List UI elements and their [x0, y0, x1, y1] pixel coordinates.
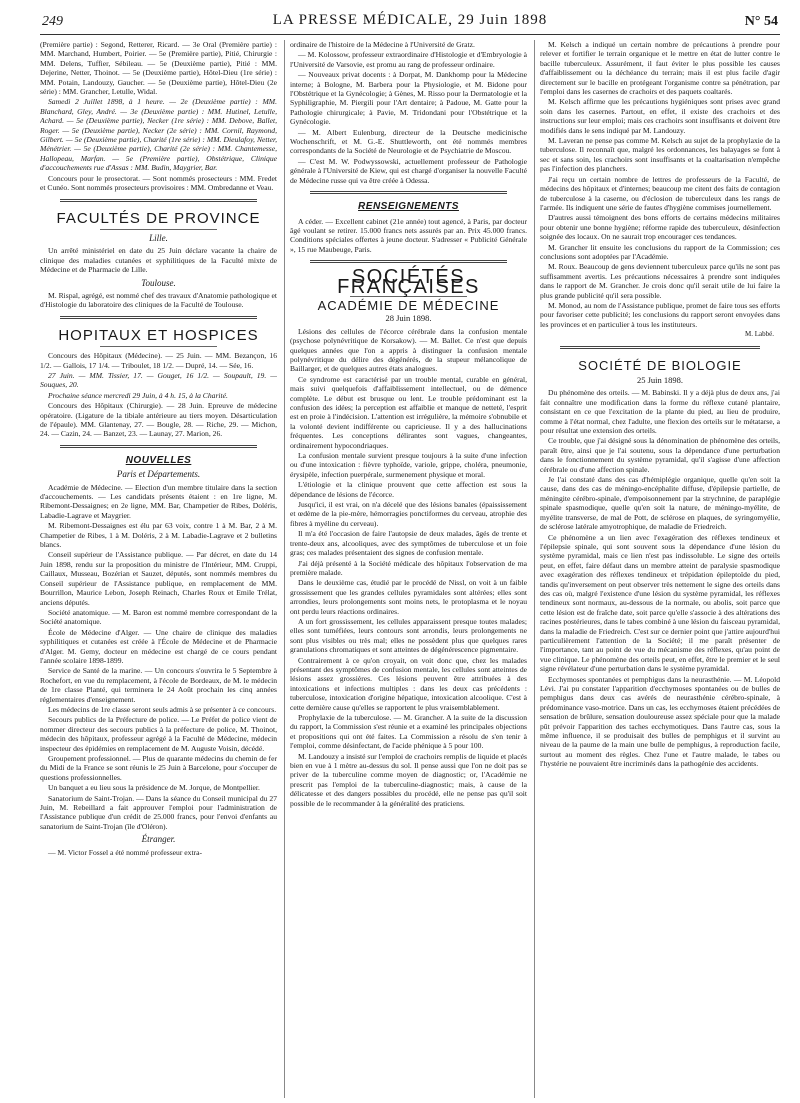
- divider: [100, 229, 217, 230]
- paragraph: Contrairement à ce qu'on croyait, on voit donc que, chez les malades présentant des symptômes de confusion mentale, les cellules sont atteintes de lésions assez grossières. Ces lésions peuvent être attribuées à des intoxications et infections multiples : dans les deux cas précédents : tuberculose, intoxication d'origine hépatique, intoxication alcoolique. C'est à cette dernière cause qu'elles se rapportent le plus vraisemblablement.: [290, 655, 527, 712]
- paragraph: M. Landouzy a insisté sur l'emploi de crachoirs remplis de liquide et placés bien en vue à 1 mètre au-dessus du sol. Il pense aussi que l'on ne doit pas se priver de la tuberculine comme moyen de diagnostic; or, l'Académie ne prescrit pas l'emploi de la tuberculine-diagnostic; mais, à cause de la délicatesse et des dangers possibles du procédé, elle ne pense pas qu'il soit possible de le recommander à la généralité des praticiens.: [290, 751, 527, 808]
- paragraph: A céder. — Excellent cabinet (21e année) tout agencé, à Paris, par docteur âgé voulant se retirer. 15.000 francs nets assurés par an. Prix 45.000 francs. Conditions spéciales offertes à jeune docteur. S'adresser « Publicité Générale », 15 rue Maubeuge, Paris.: [290, 216, 527, 254]
- paragraph: J'ai reçu un certain nombre de lettres de professeurs de la Faculté, de médecins des hôpitaux et d'internes; beaucoup me citent des faits de contagion de tuberculose à la caserne, ou d'éclosion de tuberculeux dans les rangs de l'armée. Ils indiquent une série de fautes d'hygiène commises journellement.: [540, 174, 780, 212]
- paragraph: Académie de Médecine. — Election d'un membre titulaire dans la section d'accouchements. — Les candidats présents étaient : en 1re ligne, M. Ribemont-Dessaignes; en 2e ligne, MM. Bar, Champetier de Ribes, Doléris, Labadie-Lagrave et Maygrier.: [40, 482, 277, 520]
- paragraph: A un fort grossissement, les cellules apparaissent presque toutes malades; elles sont tuméfiées, leurs contours sont arrondis, leurs prolongements ne sont plus visibles ou très mal; elles ne possèdent plus que quelques rares granulations chromatiques et sont atteintes de dégénérescence pigmentaire.: [290, 616, 527, 655]
- subhead-etranger: Étranger.: [141, 834, 176, 845]
- paragraph: La confusion mentale survient presque toujours à la suite d'une infection ou d'une intoxication : fièvre typhoïde, variole, grippe, choléra, pneumonie, érysipèle, infection puerpérale, surmenement physique et moral.: [290, 451, 527, 479]
- session-date: 25 Juin 1898.: [636, 375, 684, 385]
- paragraph: M. Ribemont-Dessaignes est élu par 63 voix, contre 1 à M. Bar, 2 à M. Champetier de Ribes, 1 à M. Doléris, 2 à M. Labadie-Lagrave et 2 bulletins blancs.: [40, 521, 277, 550]
- paragraph: Les médecins de 1re classe seront seuls admis à se présenter à ce concours.: [48, 704, 277, 714]
- divider: [100, 346, 217, 347]
- newspaper-page: [40, 8, 780, 1098]
- subsection-academie: ACADÉMIE DE MÉDECINE: [317, 297, 500, 313]
- paragraph: M. Monod, au nom de l'Assistance publique, promet de faire tous ses efforts pour favoriser cette publicité; les conclusions du rapport seront envoyées dans les provinces et en particulier à tous les instituteurs.: [540, 300, 780, 329]
- paragraph: Samedi 2 Juillet 1898, à 1 heure. — 2e (Deuxième partie) : MM. Blanchard, Gley, André. — 3e (Deuxième partie) : MM. Hutinel, Letulle, Achard. — 5e (Deuxième partie), Necker (1re série) : MM. Debove, Ballet, Roger. — 5e (Deuxième partie), Necker (2e série) : MM. Cornil, Raymond, Gilbert. — 5e (Deuxième partie), Charité (1re série) : MM. Dieulafoy, Netter, Ménétrier. — 5e (Deuxième partie), Charité (2e série) : MM. Chantemesse, Hallopeau, Marfan. — 5e (Première partie), Obstétrique, Clinique d'accouchements rue d'Assas : MM. Budin, Maygrier, Bar.: [40, 97, 277, 173]
- paragraph: M. Laveran ne pense pas comme M. Kelsch au sujet de la prophylaxie de la tuberculose. Il reconnaît que, malgré les ordonnances, les balayages se font à sec et sans soin, les crachoirs sont insuffisants et la coaltarisation n'empêche pas l'infection des planchers.: [540, 136, 780, 174]
- section-divider: [60, 445, 257, 448]
- section-divider: [60, 199, 257, 202]
- journal-title: LA PRESSE MÉDICALE, 29 Juin 1898: [272, 12, 548, 28]
- section-title-hopitaux: HOPITAUX ET HOSPICES: [58, 326, 259, 344]
- page-header: [40, 8, 780, 35]
- paragraph: (Première partie) : Segond, Retterer, Ricard. — 3e Oral (Première partie) : MM. Marchand, Humbert, Poirier. — 5e (Première partie), Pitié, Chirurgie : MM. Delens, Tuffier, Sébileau. — 5e (Deuxième partie), Pitié : MM. Dejerine, Netter, Thoinot. — 5e (Deuxième partie), Hôtel-Dieu (1re série) : MM. Potain, Landouzy, Gaucher. — 5e (Deuxième partie), Hôtel-Dieu (2e série) : MM. Grancher, Letulle, Widal.: [40, 40, 277, 97]
- paragraph: Conseil supérieur de l'Assistance publique. — Par décret, en date du 14 Juin 1898, rendu sur la proposition du ministre de l'Intérieur, MM. Cruppi, Caillaux, Musseau, Bozérian et Sauzet, députés, sont nommés membres du Conseil supérieur de l'Assistance publique, en remplacement de MM. Bourrillon, Maurice Lebon, Joseph Reinach, Charles Roux et Emile Trélat, anciens députés.: [40, 550, 277, 607]
- paragraph: J'ai déjà présenté à la Société médicale des hôpitaux l'observation de ma première malade.: [290, 558, 527, 577]
- paragraph: Ce syndrome est caractérisé par un trouble mental, curable en général, mais suivi quelquefois d'affaiblissement intellectuel, ou de démence complète. Le début est brusque ou lent. Le trouble prédominant est la confusion des idées; la perception est affaiblie et manque de netteté, l'esprit est en proie à l'indécision. L'attention est irrégulière, la mémoire s'obnubile et la volonté devient indifférente ou capricieuse. Il y a des hallucinations fréquentes. Les conceptions délirantes sont vagues, changeantes, ordinairement hypocondriaques.: [290, 374, 527, 450]
- section-divider: [560, 346, 760, 349]
- paragraph: Concours pour le prosectorat. — Sont nommés prosecteurs : MM. Fredet et Cunéo. Sont nommés prosecteurs provisoires : MM. Ombredanne et Veau.: [40, 173, 277, 193]
- section-title-renseignements: RENSEIGNEMENTS: [358, 201, 459, 213]
- issue-number: N° 54: [744, 14, 778, 29]
- paragraph: Ce phénomène a un lien avec l'exagération des réflexes tendineux et l'épilepsie spinale, qui sont souvent sous la dépendance d'une lésion du système pyramidal, mais ce lien n'est pas indissoluble. Le signe des orteils peut, en effet, faire défaut dans un membre atteint de paralysie spasmodique avec exagération des réflexes tendineux et trépidation épileptoïde du pied, tandis qu'inversement on peut observer très nettement le signe des orteils dans des cas où, malgré l'existence d'une lésion du système pyramidal, les réflexes tendineux sont normaux, au-dessous de la normale, ou abolis, soit parce que cette lésion est de fraîche date, soit parce qu'elle s'associe à des altérations des racines postérieures, dans le tabes combiné à une lésion du faisceau pyramidal, dans la maladie de Friedreich. C'est sur ce dernier point que j'attire aujourd'hui particulièrement l'attention de la Société; il me paraît présenter de l'importance, tant au point de vue du mécanisme des réflexes, qu'au point de vue clinique. Le phénomène des orteils peut, en effet, être le premier et le seul signe révélateur d'une perturbation dans le système pyramidal.: [540, 532, 780, 674]
- session-date: 28 Juin 1898.: [385, 313, 432, 324]
- section-title-societes: SOCIÉTÉS FRANÇAISES: [337, 266, 480, 298]
- column-divider: [534, 40, 535, 1098]
- paragraph: Concours des Hôpitaux (Chirurgie). — 28 Juin. Epreuve de médecine opératoire. (Ligature de la tibiale antérieure au tiers moyen. Désarticulation de l'épaule). MM. Glantenay, 27. — Bougle, 28. — Riche, 29. — Michon, 24. — Cazin, 24. — Banzet, 23. — Launay, 27. Marion, 26.: [40, 401, 277, 439]
- paragraph: Secours publics de la Préfecture de police. — Le Préfet de police vient de nommer directeur des secours publics à la préfecture de police, M. Thoinot, médecin des hôpitaux, professeur agrégé à la Faculté de Médecine, médecin inspecteur des épidémies en remplacement de M. Auguste Voisin, décédé.: [40, 715, 277, 753]
- subhead-paris: Paris et Départements.: [116, 469, 201, 480]
- section-title-biologie: SOCIÉTÉ DE BIOLOGIE: [578, 357, 742, 373]
- columns: [40, 40, 780, 1098]
- section-title-nouvelles: NOUVELLES: [125, 454, 192, 466]
- paragraph: Société anatomique. — M. Baron est nommé membre correspondant de la Société anatomique.: [40, 607, 277, 627]
- paragraph: Jusqu'ici, il est vrai, on n'a décelé que des lésions banales (épaississement et œdème de la pie-mère, hémorragies ponctiformes du cerveau, atrophie des fibres à myéline du cerveau).: [290, 500, 527, 528]
- paragraph: Service de Santé de la marine. — Un concours s'ouvrira le 5 Septembre à Rochefort, en vue du remplacement, à l'école de Bordeaux, de M. le médecin de 1re classe Planté, qui terminera le 24 Août prochain les cinq années réglementaires d'enseignement.: [40, 666, 277, 704]
- section-divider: [310, 191, 507, 194]
- section-divider: [60, 316, 257, 319]
- paragraph: Lésions des cellules de l'écorce cérébrale dans la confusion mentale (psychose polynévritique de Korsakow). — M. Ballet. Ce n'est que depuis quelques années que l'on a appris à distinguer la confusion mentale polynévritique du délire des dégénérés, de la stupeur mélancolique de Baillarger, et de quelques autres états analogues.: [290, 326, 527, 374]
- column-1: [40, 40, 277, 1098]
- paragraph: L'étiologie et la clinique prouvent que cette affection est sous la dépendance de lésions de l'écorce.: [290, 480, 527, 499]
- paragraph: D'autres aussi témoignent des bons efforts de certains médecins militaires pour obtenir une bonne hygiène; réforme rapide des tuberculeux, désinfection soignée des locaux. On ne saurait trop encourager ces tendances.: [540, 213, 780, 242]
- subhead-lille: Lille.: [149, 232, 168, 243]
- subhead-toulouse: Toulouse.: [141, 277, 176, 288]
- paragraph: Un banquet a eu lieu sous la présidence de M. Jorque, de Montpellier.: [48, 783, 260, 793]
- paragraph: M. Kelsch a indiqué un certain nombre de précautions à prendre pour relever et fortifier le terrain organique et le mettre en état de lutter contre le bacille tuberculeux. Assurément, il faut éviter le plus possible les causes d'affaiblissement ou la déchéance du terrain; mais il est plus facile d'agir directement sur le bacille en protégeant l'organisme contre sa pénétration, par l'emploi dans les casernes de crachoirs et des paquets coaltarés.: [540, 40, 780, 97]
- paragraph: Dans le deuxième cas, étudié par le procédé de Nissl, on voit à un faible grossissement que les grandes cellules pyramidales sont altérées; elles sont arrondies, leurs prolongements sont moins nets, le protoplasma et le noyau ont perdu leurs réactions ordinaires.: [290, 578, 527, 616]
- paragraph: École de Médecine d'Alger. — Une chaire de clinique des maladies syphilitiques et cutanées est créée à l'École de Médecine et de Pharmacie d'Alger. M. Gemy, docteur en médecine est chargé de ce cours pendant l'année scolaire 1898-1899.: [40, 627, 277, 665]
- paragraph: Je l'ai constaté dans des cas d'hémiplégie organique, quelle qu'en soit la cause, dans des cas de méningo-encéphalite diffuse, d'épilepsie partielle, de méningite cérébro-spinale, d'empoisonnement par la strychnine, de paraplégie spinale spasmodique, quelle qu'en soit la nature, de méningo-myélite, de myélite transverse, de mal de Pott, de sclérose en plaques, de syringomyélie, de sclérose latérale amyotrophique, de maladie de Friedreich.: [540, 475, 780, 532]
- paragraph: Prophylaxie de la tuberculose. — M. Grancher. A la suite de la discussion du rapport, la Commission s'est réunie et a examiné les principales objections et propositions qui ont été faites. La Commission a résolu de s'en tenir à l'emploi, comme désinfectant, de l'acide phénique à 5 pour 100.: [290, 713, 527, 751]
- paragraph: Il m'a été l'occasion de faire l'autopsie de deux malades, âgés de trente et trente-deux ans, alcooliques, avec des symptômes de tuberculose et un foie gras; ces malades présentaient des signes de confusion mentale.: [290, 529, 527, 558]
- paragraph: M. Kelsch affirme que les précautions hygiéniques sont prises avec grand soin dans les casernes. Partout, en effet, il existe des crachoirs et des instructions sur leur emploi; mais ces crachoirs sont insuffisants et doivent être modifiés dans le sens indiqué par M. Landouzy.: [540, 97, 780, 135]
- paragraph: M. Grancher lit ensuite les conclusions du rapport de la Commission; ces conclusions sont adoptées par l'Académie.: [540, 242, 780, 261]
- section-title-facultes: FACULTÉS DE PROVINCE: [56, 209, 261, 227]
- paragraph: Ecchymoses spontanées et pemphigus dans la neurasthénie. — M. Léopold Lévi. J'ai pu constater l'apparition d'ecchymoses spontanées ou de bulles de pemphigus dans deux cas avérés de neurasthénie cérébro-spinale, à prédominance vaso-motrice. Dans un cas, les ecchymoses étaient précédées de sensation de brûlure, sensation douloureuse assez spéciale pour que la malade pût prévoir l'apparition des taches ecchymotiques. Dans l'autre cas, sous la même influence, il se produisait des bulles de pemphigus et il survint au niveau de la paume de la main une bulle de pemphigus, à reproduction facile, surtout au moment des règles. Chez l'une et l'autre malade, le tabes ou l'hystérie ne pouvaient être incriminés dans la pathogénie des accidents.: [540, 674, 780, 769]
- paragraph: Ce trouble, que j'ai désigné sous la dénomination de phénomène des orteils, paraît être, ainsi que je l'ai soutenu, sous la dépendance d'une perturbation dans le fonctionnement du système pyramidal, qu'il s'agisse d'une affection cérébrale ou d'une affection spinale.: [540, 436, 780, 474]
- paragraph: — Nouveaux privat docents : à Dorpat, M. Dankhomp pour la Médecine interne; à Bologne, M. Barbera pour la Physiologie, et M. Bidone pour l'Obstétrique et la Gynécologie; à Gènes, M. Risso pour la Dermatologie et la Syphiligraphie, M. Piergili pour l'Art dentaire; à Padoue, M. Gatte pour la Pathologie chirurgicale; à Pavie, M. Tridondani pour l'Obstétrique et la Gynécologie.: [290, 70, 527, 127]
- column-2: [290, 40, 527, 1098]
- paragraph: Du phénomène des orteils. — M. Babinski. Il y a déjà plus de deux ans, j'ai fait connaître une modification dans la forme du réflexe cutané plantaire, consistant en ce que l'excitation de la plante du pied, au lieu de produire, comme à l'état normal, chez l'adulte, une flexion des orteils sur le métatarse, a pour résultat une extension des orteils.: [540, 388, 780, 436]
- paragraph: Concours des Hôpitaux (Médecine). — 25 Juin. — MM. Bezançon, 16 1/2. — Gallois, 17 1/4. — Triboulet, 18 1/2. — Dupré, 14. — Sée, 16.: [40, 351, 277, 370]
- paragraph: ordinaire de l'histoire de la Médecine à l'Université de Gratz.: [290, 40, 475, 49]
- paragraph: — M. Victor Fossel a été nommé professeur extra-: [48, 847, 202, 857]
- paragraph: M. Rispal, agrégé, est nommé chef des travaux d'Anatomie pathologique et d'Histologie du laboratoire des cliniques de la Faculté de Toulouse.: [40, 290, 277, 310]
- paragraph: M. Roux. Beaucoup de gens deviennent tuberculeux parce qu'ils ne sont pas suffisamment avertis. Les précautions nécessaires à prendre sont indiquées dans le rapport de M. Grancher. Je crois donc qu'il serait utile de lui faire la plus grande publicité qu'il sera possible.: [540, 262, 780, 300]
- paragraph: — M. Albert Eulenburg, directeur de la Deutsche medicinische Wochenschrift, et M. G.-E. Shuttleworth, ont été nommés membres correspondants de la Société de Neurologie et de Psychiatrie de Moscou.: [290, 127, 527, 156]
- paragraph: Prochaine séance mercredi 29 Juin, à 4 h. 15, à la Charité.: [48, 390, 228, 400]
- column-divider: [284, 40, 285, 1098]
- paragraph: Sanatorium de Saint-Trojan. — Dans la séance du Conseil municipal du 27 Juin, M. Rebeillard a fait approuver l'emploi pour l'administration de l'Assistance publique d'un crédit de 25.000 francs, pour l'envoi d'enfants au sanatorium de Saint-Trojan (île d'Oléron).: [40, 793, 277, 831]
- paragraph: 27 Juin. — MM. Tissier, 17. — Gouget, 16 1/2. — Soupault, 19. — Souques, 20.: [40, 370, 277, 390]
- paragraph: Groupement professionnel. — Plus de quarante médecins du chemin de fer du Midi de la France se sont réunis le 25 Juin à Barcelone, pour s'occuper de questions professionnelles.: [40, 754, 277, 782]
- page-number: 249: [42, 14, 63, 29]
- section-divider: [310, 260, 507, 263]
- paragraph: Un arrêté ministériel en date du 25 Juin déclare vacante la chaire de clinique des maladies cutanées et syphilitiques de la Faculté mixte de Médecine et de Pharmacie de Lille.: [40, 246, 277, 275]
- signature: M. Labbé.: [745, 330, 774, 339]
- paragraph: — C'est M. W. Podwyssowski, actuellement professeur de Pathologie générale à l'Université de Kiew, qui est chargé d'organiser la nouvelle Faculté de Médecine russe qui va être créée à Odessa.: [290, 156, 527, 185]
- column-3: [540, 40, 780, 1098]
- paragraph: — M. Kolossow, professeur extraordinaire d'Histologie et d'Embryologie à l'Université de Varsovie, est promu au rang de professeur ordinaire.: [290, 50, 527, 69]
